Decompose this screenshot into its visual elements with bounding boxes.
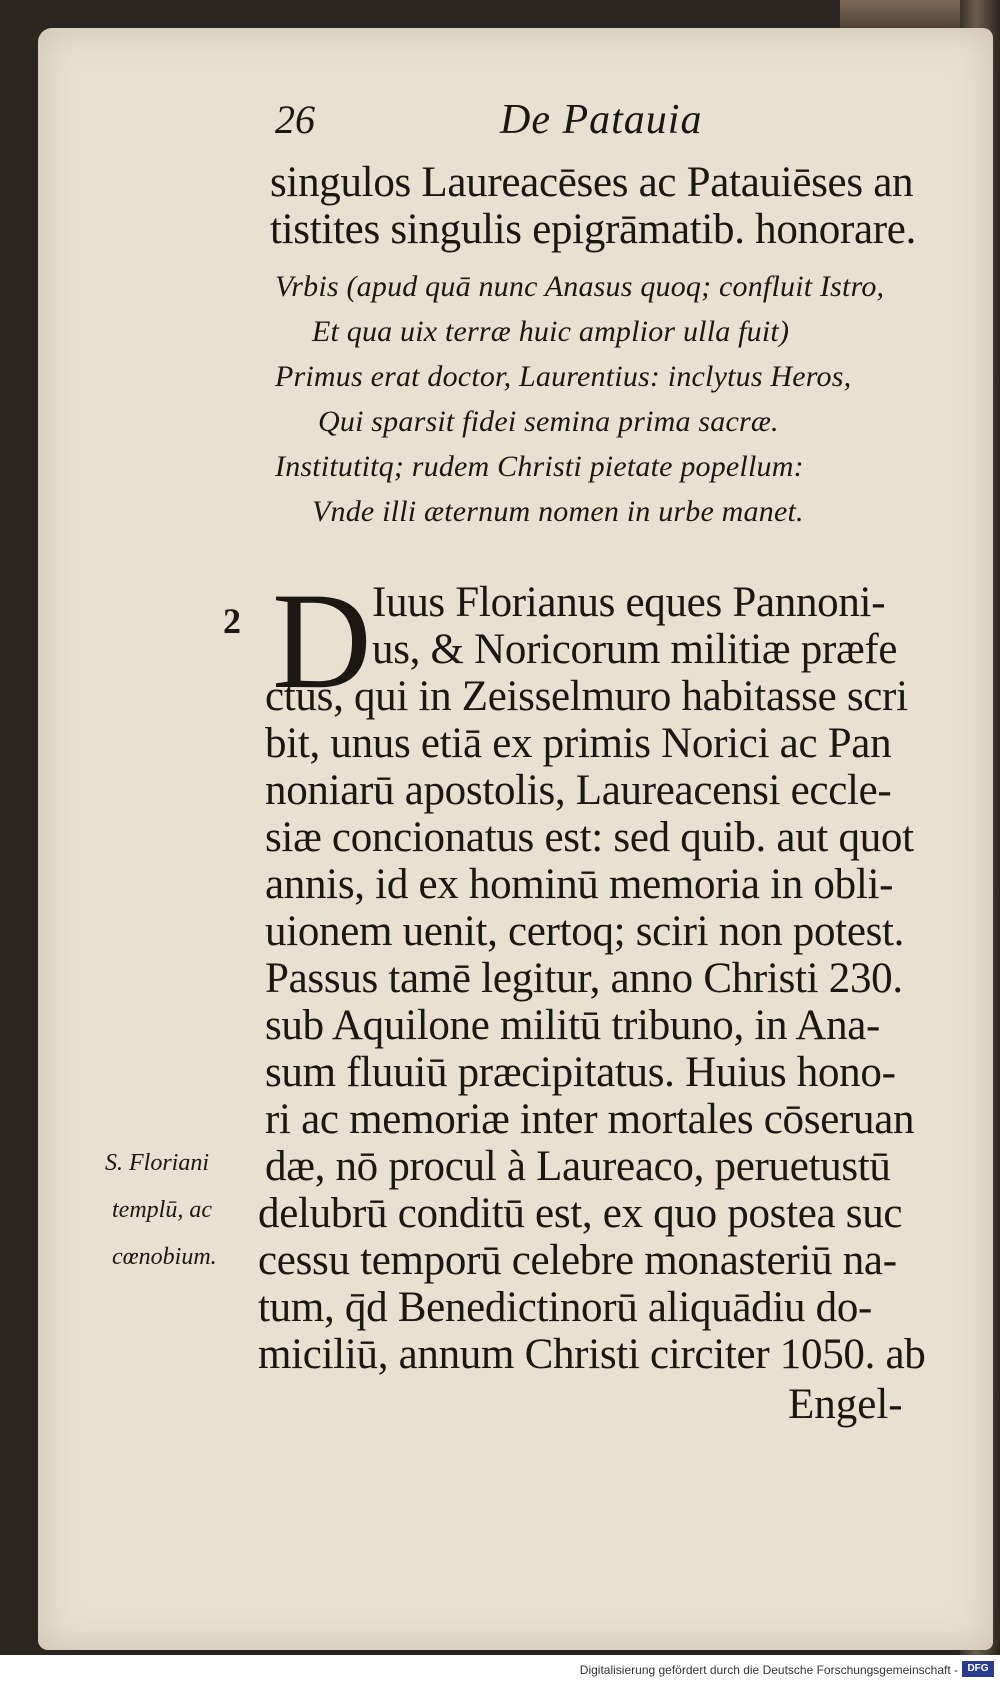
body-line: us, & Noricorum militiæ præfe [372,626,898,673]
marginal-note: cœnobium. [112,1244,217,1270]
marginal-note: templū, ac [112,1197,212,1223]
body-line: dæ, nō procul à Laureaco, peruetustū [265,1143,891,1190]
intro-line: singulos Laureacēses ac Patauiēses an [270,159,914,206]
marginal-note: S. Floriani [105,1150,210,1176]
catchword: Engel- [788,1381,903,1428]
verse-line: Vnde illi æternum nomen in urbe manet. [312,495,804,528]
body-line: uionem uenit, certoq; sciri non potest. [265,908,905,955]
dfg-logo: DFG [962,1661,994,1677]
body-line: Passus tamē legitur, anno Christi 230. [265,955,903,1002]
verse-line: Vrbis (apud quā nunc Anasus quoq; confluit Istro, [275,270,885,303]
body-line: bit, unus etiā ex primis Norici ac Pan [265,720,892,767]
page-number: 26 [275,97,315,142]
body-line: Iuus Florianus eques Pannoni- [372,579,886,626]
verse-line: Primus erat doctor, Laurentius: inclytus Heros, [275,360,852,393]
verse-line: Institutitq; rudem Christi pietate popellum: [275,450,804,483]
body-line: noniarū apostolis, Laureacensi eccle- [265,767,892,814]
verse-line: Qui sparsit fidei semina prima sacræ. [318,405,779,438]
body-line: sum fluuiū præcipitatus. Huius hono- [265,1049,896,1096]
section-number: 2 [223,601,241,641]
footer-bar [0,1655,1000,1685]
body-line: cessu temporū celebre monasteriū na- [258,1237,897,1284]
drop-cap: D [272,564,372,717]
body-line: ctus, qui in Zeisselmuro habitasse scri [265,673,908,720]
body-line: sub Aquilone militū tribuno, in Ana- [265,1002,881,1049]
body-line: tum, q̄d Benedictinorū aliquādiu do- [258,1284,873,1331]
running-title: De Patauia [500,97,703,143]
body-line: miciliū, annum Christi circiter 1050. ab [258,1331,926,1378]
verse-line: Et qua uix terræ huic amplior ulla fuit) [312,315,790,348]
intro-line: tistites singulis epigrāmatib. honorare. [270,206,917,253]
footer-credit: Digitalisierung gefördert durch die Deutsche Forschungsgemeinschaft - [579,1663,958,1677]
body-line: delubrū conditū est, ex quo postea suc [258,1190,903,1237]
body-line: siæ concionatus est: sed quib. aut quot [265,814,914,861]
body-line: ri ac memoriæ inter mortales cōseruan [265,1096,915,1143]
body-line: annis, id ex hominū memoria in obli- [265,861,894,908]
